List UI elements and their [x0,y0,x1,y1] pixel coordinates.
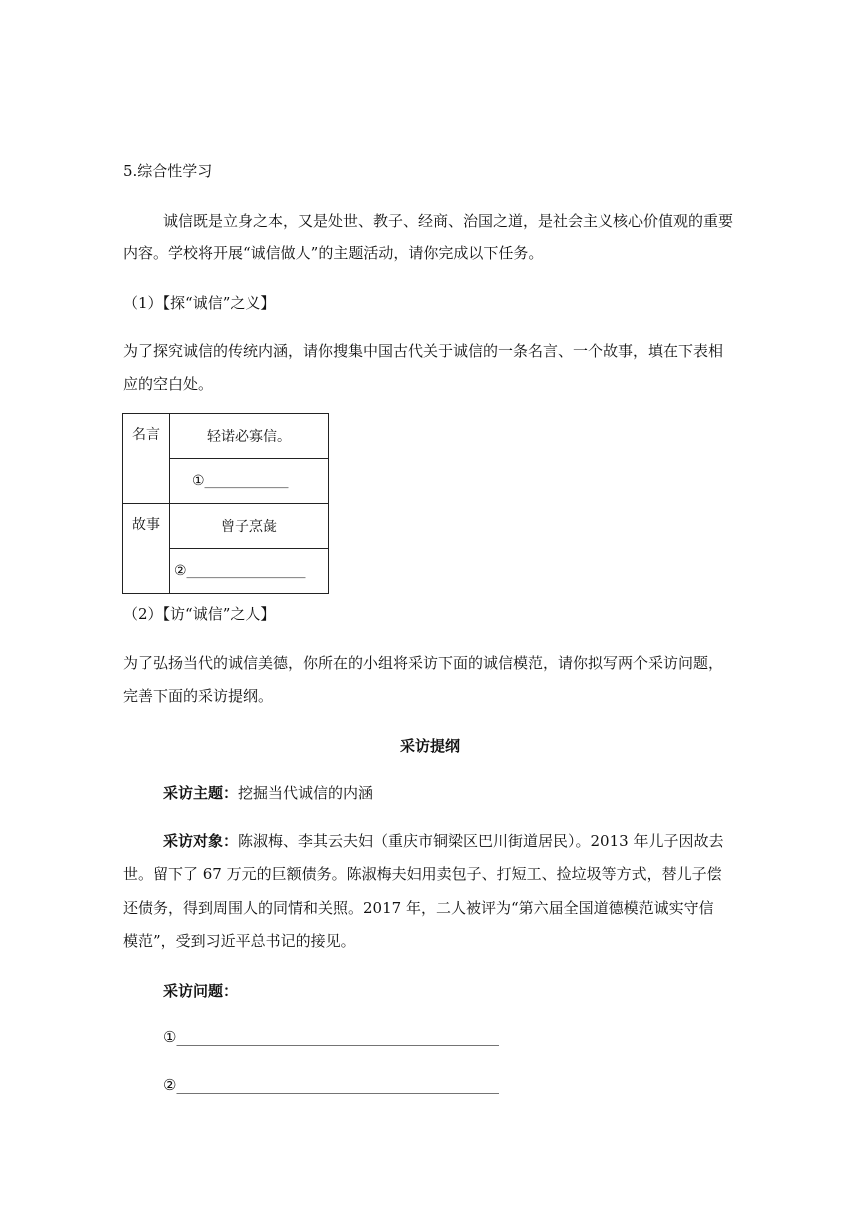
part2-heading: （2）【访“诚信”之人】 [123,605,276,623]
part1-desc-line-2: 应的空白处。 [123,375,214,393]
theme-label: 采访主题： [163,784,239,802]
interview-object-line-1 [163,830,723,851]
table-head-story: 故事 [123,504,170,594]
question-1-blank[interactable]: ①___________________________________________ [163,1028,499,1046]
part1-heading: （1）【探“诚信”之义】 [123,294,276,312]
part2-desc-line-2: 完善下面的采访提纲。 [123,687,274,705]
table-story-blank[interactable]: ②_________________ [170,549,329,594]
object-label: 采访对象： [163,832,239,850]
outline-title: 采访提纲 [399,737,460,755]
intro-line-2: 内容。学校将开展“诚信做人”的主题活动，请你完成以下任务。 [123,244,544,262]
question-2-blank[interactable]: ②___________________________________________ [163,1076,499,1094]
quote-story-table [122,413,329,594]
object-text-1: 陈淑梅、李其云夫妇（重庆市铜梁区巴川街道居民）。2013 年儿子因故去 [238,832,724,850]
intro-line-1: 诚信既是立身之本，又是处世、教子、经商、治国之道，是社会主义核心价值观的重要 [163,212,734,230]
part2-desc-line-1: 为了弘扬当代的诚信美德，你所在的小组将采访下面的诚信模范，请你拟写两个采访问题， [123,654,724,672]
interview-theme [163,782,373,803]
table-head-quote: 名言 [123,414,170,504]
table-story-content: 曾子烹彘 [170,504,329,549]
questions-label: 采访问题： [163,982,239,1000]
table-quote-blank[interactable]: ①____________ [170,459,329,504]
table-quote-content: 轻诺必寡信。 [170,414,329,459]
section-title: 5.综合性学习 [123,162,213,180]
theme-value: 挖掘当代诚信的内涵 [238,784,374,802]
interview-object-line-2: 世。留下了 67 万元的巨额债务。陈淑梅夫妇用卖包子、打短工、捡垃圾等方式，替儿子偿 [123,865,722,883]
part1-desc-line-1: 为了探究诚信的传统内涵，请你搜集中国古代关于诚信的一条名言、一个故事，填在下表相 [123,342,724,360]
interview-object-line-3: 还债务，得到周围人的同情和关照。2017 年，二人被评为“第六届全国道德模范诚实守信 [123,899,714,917]
interview-object-line-4: 模范”，受到习近平总书记的接见。 [123,932,356,950]
